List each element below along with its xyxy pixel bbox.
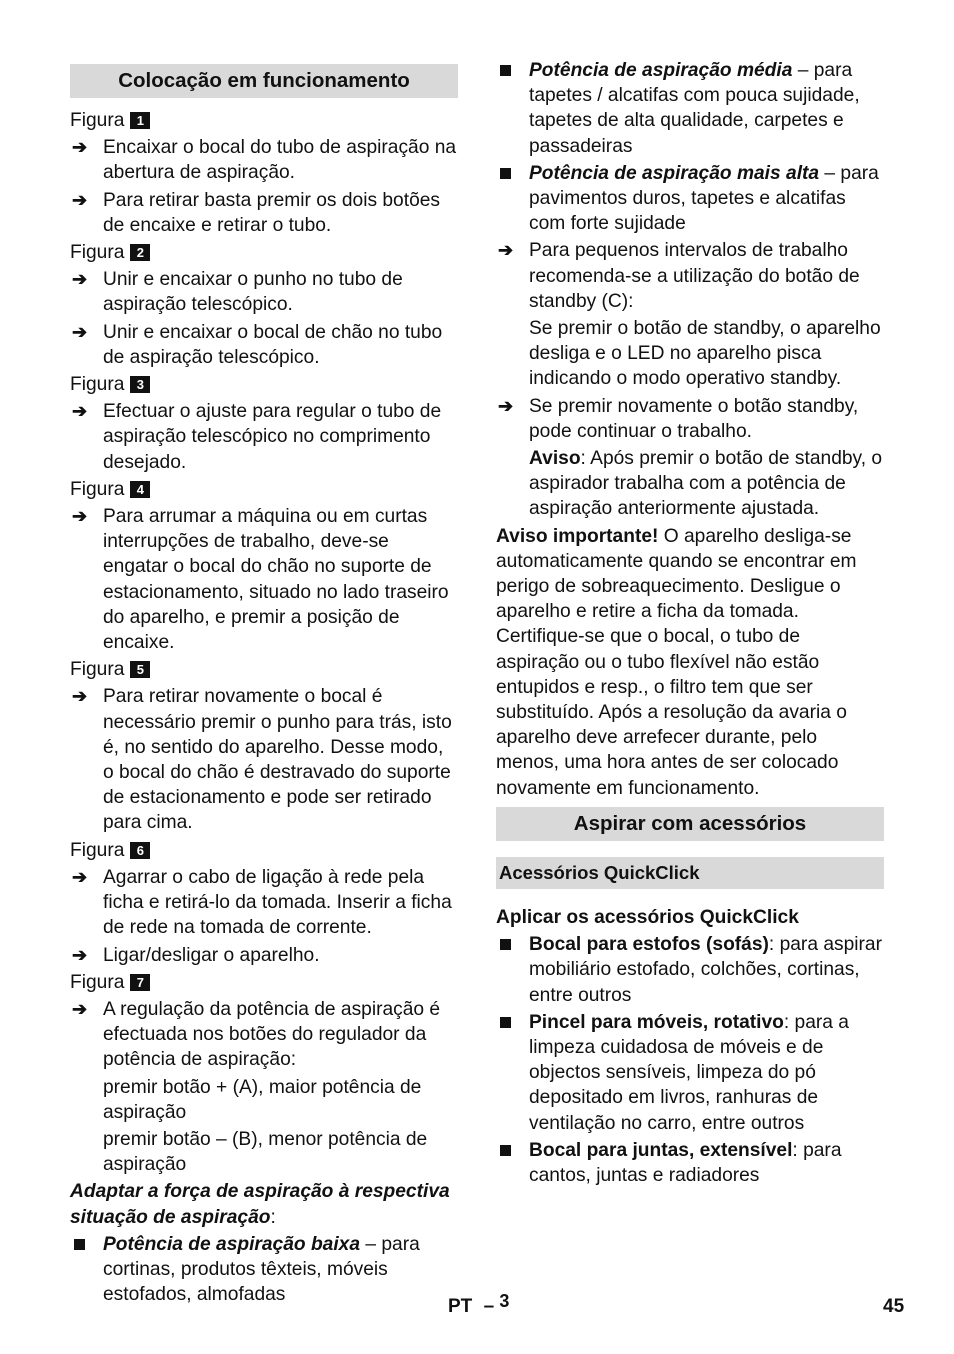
square-bullet-icon: [74, 1239, 85, 1250]
instruction-item: ➔ Unir e encaixar o punho no tubo de aspiração telescópico.: [72, 269, 403, 316]
instruction-item: ➔ Unir e encaixar o bocal de chão no tubo de aspiração telescópico.: [72, 321, 443, 368]
subheading-quickclick: Acessórios QuickClick: [496, 857, 884, 889]
arrow-right-icon: ➔: [498, 240, 514, 261]
square-bullet-icon: [500, 65, 511, 76]
apply-quickclick-title: Aplicar os acessórios QuickClick: [496, 906, 799, 928]
instruction-item: ➔ Efectuar o ajuste para regular o tubo de aspiração telescópico no comprimento desejado.: [72, 401, 442, 473]
arrow-right-icon: ➔: [72, 401, 88, 422]
figure-number-badge: 7: [130, 974, 150, 991]
figure-number-badge: 5: [130, 661, 150, 678]
instruction-item: ➔ Agarrar o cabo de ligação à rede pela ficha e retirá-lo da tomada. Inserir a ficha de rede na tomada de corrente.: [72, 866, 452, 939]
bullet-item: Pincel para móveis, rotativo: para a limpeza cuidadosa de móveis e de objectos sensíveis, limpeza do pó depositado em livros, ranhuras de ventilação no carro, entre outros: [496, 1010, 884, 1136]
section-heading-operation: Colocação em funcionamento: [70, 64, 458, 98]
instruction-item: ➔ Para retirar novamente o bocal é necessário premir o punho para trás, isto é, no sentido do aparelho. Desse modo, o bocal do chão é destravado do suporte de estacionamento e pode ser retirado para cima.: [72, 686, 452, 834]
arrow-right-icon: ➔: [72, 189, 88, 210]
instruction-item: ➔ A regulação da potência de aspiração é efectuada nos botões do regulador da potência de aspiração:: [72, 998, 441, 1071]
left-column: [70, 58, 458, 1307]
square-bullet-icon: [500, 1145, 511, 1156]
arrow-right-icon: ➔: [72, 137, 88, 158]
instruction-item: ➔ Para retirar basta premir os dois botões de encaixe e retirar o tubo.: [72, 189, 440, 236]
arrow-right-icon: ➔: [72, 321, 88, 342]
page-number: 45: [883, 1296, 905, 1317]
arrow-right-icon: ➔: [72, 998, 88, 1019]
section-heading-accessories: Aspirar com acessórios: [496, 807, 884, 841]
arrow-right-icon: ➔: [72, 269, 88, 290]
figure-number-badge: 3: [130, 376, 150, 393]
bullet-item: Potência de aspiração média – para tapetes / alcatifas com pouca sujidade, tapetes de alta qualidade, carpetes e passadeiras: [496, 58, 884, 159]
standby-note: Se premir o botão de standby, o aparelho desliga e o LED no aparelho pisca indicando o modo operativo standby.: [529, 318, 881, 390]
instruction-item: ➔ Para pequenos intervalos de trabalho recomenda-se a utilização do botão de standby (C):: [498, 240, 860, 312]
adapt-suction-paragraph: Adaptar a força de aspiração à respectiva situação de aspiração:: [70, 1181, 450, 1228]
instruction-item: ➔ Ligar/desligar o aparelho.: [70, 943, 458, 968]
figure-number-badge: 4: [130, 481, 150, 498]
figure-number-badge: 2: [130, 244, 150, 261]
bullet-item: Bocal para estofos (sofás): para aspirar mobiliário estofado, colchões, cortinas, entre outros: [496, 932, 884, 1008]
figure-label-3: Figura 3: [70, 372, 458, 397]
square-bullet-icon: [500, 168, 511, 179]
arrow-right-icon: ➔: [72, 686, 88, 707]
bullet-item: Bocal para juntas, extensível: para cantos, juntas e radiadores: [496, 1138, 884, 1188]
figure-label-1: Figura 1: [70, 108, 458, 133]
figure-label-7: Figura 7: [70, 970, 458, 995]
arrow-right-icon: ➔: [498, 395, 514, 416]
instruction-item: ➔ Encaixar o bocal do tubo de aspiração na abertura de aspiração.: [72, 137, 457, 184]
figure-label-2: Figura 2: [70, 240, 458, 265]
important-notice: Aviso importante! O aparelho desliga-se automaticamente quando se encontrar em perigo de sobreaquecimento. Desligue o aparelho e retire a ficha da tomada. Certifique-se que o bocal, o tubo de aspiração ou o tubo flexível não estão entupidos e resp., o filtro tem que ser substituído. Após a resolução da avaria o aparelho deve arrefecer durante, pelo menos, uma hora antes de ser colocado novamente em funcionamento.: [496, 525, 857, 799]
figure-number-badge: 6: [130, 842, 150, 859]
bullet-item: Potência de aspiração mais alta – para pavimentos duros, tapetes e alcatifas com forte sujidade: [496, 161, 884, 237]
footer-section-label: PT – 3: [448, 1291, 510, 1317]
instruction-item: ➔ Para arrumar a máquina ou em curtas interrupções de trabalho, deve-se engatar o bocal do chão no suporte de estacionamento, situado no lado traseiro do aparelho, e premir a posição de encaixe.: [72, 506, 449, 654]
arrow-right-icon: ➔: [72, 506, 88, 527]
sub-instruction: premir botão + (A), maior potência de aspiração: [103, 1076, 422, 1123]
square-bullet-icon: [500, 939, 511, 950]
arrow-right-icon: ➔: [72, 866, 88, 887]
right-column: [496, 58, 884, 1188]
arrow-right-icon: ➔: [72, 944, 88, 965]
figure-number-badge: 1: [130, 112, 150, 129]
instruction-item: ➔ Se premir novamente o botão standby, pode continuar o trabalho.: [498, 395, 859, 442]
aviso-note: Aviso: Após premir o botão de standby, o aspirador trabalha com a potência de aspiração anteriormente ajustada.: [529, 448, 883, 520]
figure-label-6: Figura 6: [70, 838, 458, 863]
square-bullet-icon: [500, 1017, 511, 1028]
bullet-item: Potência de aspiração baixa – para cortinas, produtos têxteis, móveis estofados, almofadas: [70, 1232, 458, 1308]
figure-label-5: Figura 5: [70, 657, 458, 682]
sub-instruction: premir botão – (B), menor potência de aspiração: [103, 1128, 428, 1176]
figure-label-4: Figura 4: [70, 477, 458, 502]
